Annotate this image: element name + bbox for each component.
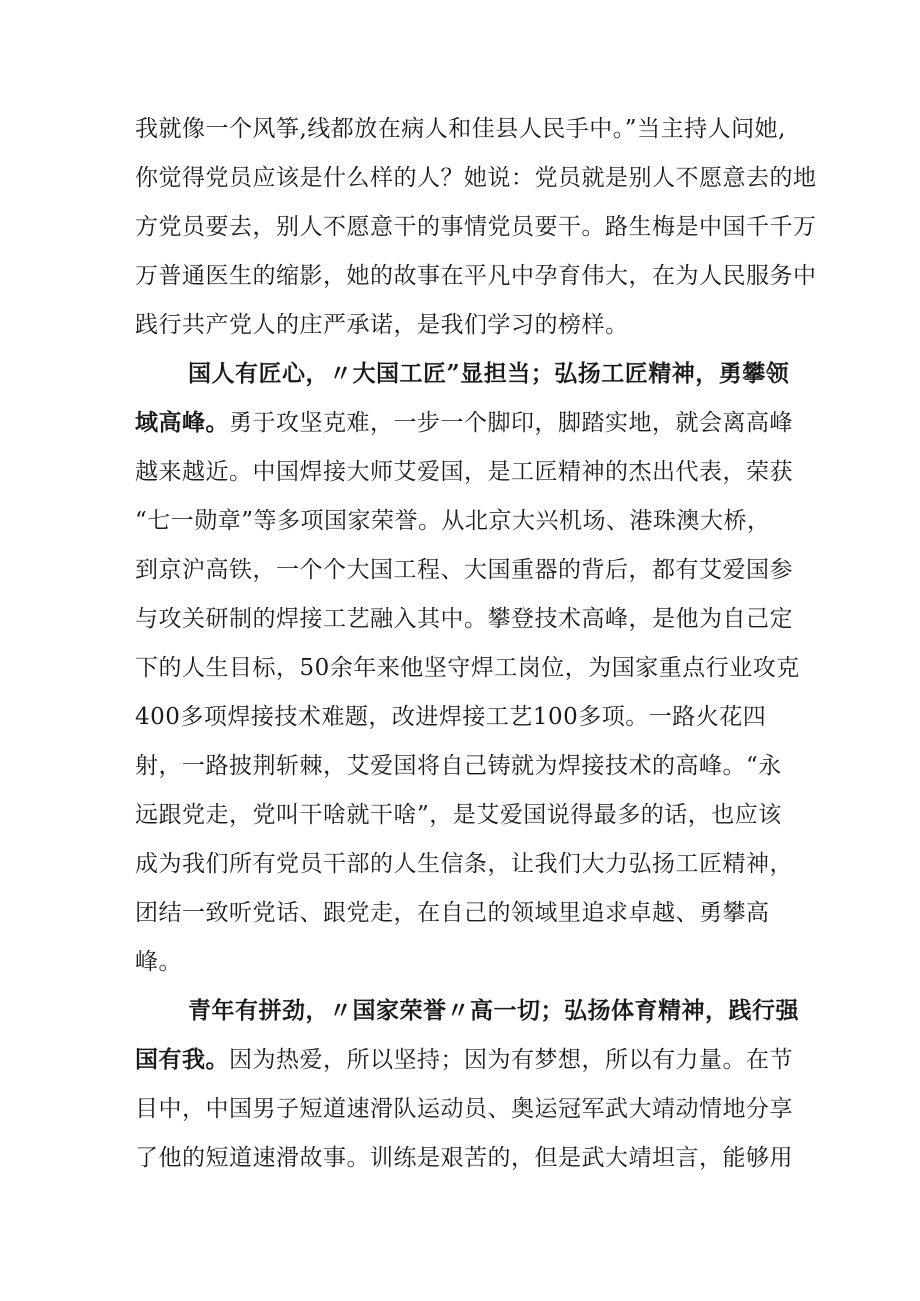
paragraph-heading-line [188,995,800,1027]
text-line: 400多项焊接技术难题，改进焊接工艺100多项。一路火花四 [135,704,767,730]
text-line: 远跟党走，党叫干啥就干啥”，是艾爱国说得最多的话，也应该 [135,802,782,828]
text-line: 越来越近。中国焊接大师艾爱国，是工匠精神的杰出代表，荣获 [135,459,793,485]
text-line: 方党员要去，别人不愿意干的事情党员要干。路生梅是中国千千万 [135,214,817,240]
text-line: 我就像一个风筝,线都放在病人和佳县人民手中。”当主持人问她, [135,116,786,142]
text-line [135,407,800,439]
text-line: 与攻关研制的焊接工艺融入其中。攀登技术高峰，是他为自己定 [135,606,793,632]
text-line: 团结一致听党话、跟党走，在自己的领域里追求卓越、勇攀高 [135,900,770,926]
text-line [135,1044,800,1076]
bold-heading: 国人有匠心，〃大国工匠”显担当；弘扬工匠精神，勇攀领 [188,360,790,387]
text-line: 践行共产党人的庄严承诺，是我们学习的榜样。 [135,312,629,338]
text-line: 到京沪高铁，一个个大国工程、大国重器的背后，都有艾爱国参 [135,557,793,583]
bold-heading: 青年有拼劲，〃国家荣誉〃高一切；弘扬体育精神，践行强 [188,997,799,1024]
text-span: 勇于攻坚克难，一步一个脚印，脚踏实地，就会离高峰 [229,410,793,436]
text-line: “七一勋章”等多项国家荣誉。从北京大兴机场、港珠澳大桥， [135,508,771,534]
text-line: 目中，中国男子短道速滑队运动员、奥运冠军武大靖动情地分享 [135,1096,793,1122]
text-line: 成为我们所有党员干部的人生信条，让我们大力弘扬工匠精神， [135,851,793,877]
text-line: 你觉得党员应该是什么样的人？她说：党员就是别人不愿意去的地 [135,165,817,191]
text-span: 因为热爱，所以坚持；因为有梦想，所以有力量。在节 [229,1047,793,1073]
text-line: 万普通医生的缩影，她的故事在平凡中孕育伟大，在为人民服务中 [135,263,817,289]
text-line: 了他的短道速滑故事。训练是艰苦的，但是武大靖坦言，能够用 [135,1145,793,1171]
bold-heading: 域高峰。 [135,409,229,436]
text-line: 下的人生目标，50余年来他坚守焊工岗位，为国家重点行业攻克 [135,655,800,681]
bold-heading: 国有我。 [135,1046,229,1073]
text-line: 峰。 [135,949,182,975]
paragraph-heading-line [188,358,800,390]
text-line: 射，一路披荆斩棘，艾爱国将自己铸就为焊接技术的高峰。“永 [135,753,782,779]
